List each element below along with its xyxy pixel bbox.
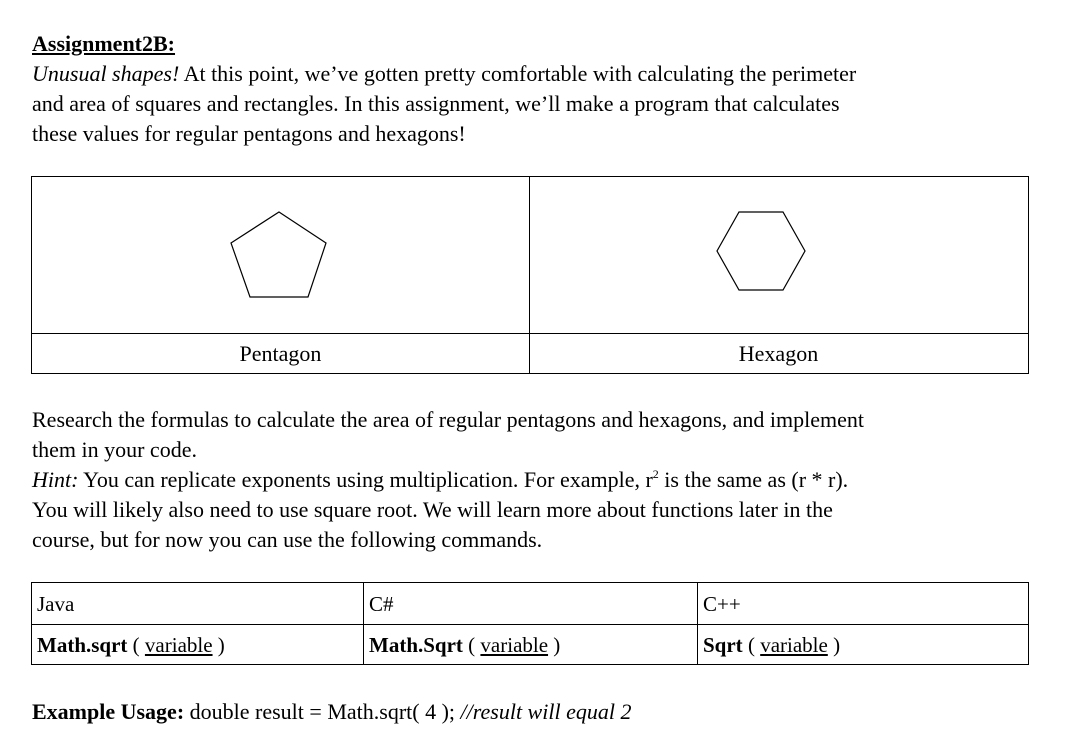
research-line-5: course, but for now you can use the following commands. <box>32 527 543 552</box>
command-java-arg: variable <box>144 633 213 657</box>
example-code: double result = Math.sqrt( 4 ); <box>184 699 461 724</box>
command-csharp-open: ( <box>462 633 481 657</box>
command-csharp-close: ) <box>548 633 561 657</box>
commands-table-row-divider <box>32 624 1028 625</box>
intro-line-1-text: At this point, we’ve gotten pretty comfortable with calculating the perimeter <box>179 61 857 86</box>
command-java-close: ) <box>212 633 225 657</box>
command-java <box>37 632 225 658</box>
command-cpp-open: ( <box>742 633 761 657</box>
intro-line-3: these values for regular pentagons and hexagons! <box>32 121 466 146</box>
research-line-1: Research the formulas to calculate the area of regular pentagons and hexagons, and implement <box>32 407 865 432</box>
example-label: Example Usage: <box>32 699 185 724</box>
hint-exponent: 2 <box>652 467 659 481</box>
language-csharp: C# <box>369 592 394 616</box>
command-csharp-arg: variable <box>480 633 549 657</box>
command-csharp-function: Math.Sqrt <box>369 633 463 657</box>
shapes-table <box>31 176 1029 374</box>
command-java-function: Math.sqrt <box>37 633 128 657</box>
assignment-heading: Assignment2B: <box>32 31 176 56</box>
pentagon-caption: Pentagon <box>239 341 322 366</box>
intro-line-2: and area of squares and rectangles. In this assignment, we’ll make a program that calculates <box>32 91 840 116</box>
research-line-4: You will likely also need to use square root. We will learn more about functions later in the <box>32 497 833 522</box>
example-comment: //result will equal 2 <box>460 699 632 724</box>
hint-label: Hint: <box>32 467 79 492</box>
language-cpp: C++ <box>703 592 741 616</box>
command-cpp-function: Sqrt <box>703 633 743 657</box>
research-line-2: them in your code. <box>32 437 197 462</box>
commands-table <box>31 582 1029 665</box>
pentagon-icon <box>230 211 330 299</box>
hint-line <box>32 465 848 495</box>
hint-text-b: is the same as (r * r). <box>658 467 849 492</box>
command-csharp <box>369 632 560 658</box>
intro-lead: Unusual shapes! <box>32 61 180 86</box>
hexagon-caption: Hexagon <box>738 341 819 366</box>
shapes-table-caption-divider <box>32 333 1028 334</box>
command-cpp <box>703 632 840 658</box>
hexagon-icon <box>715 211 807 291</box>
example-usage <box>32 697 631 727</box>
command-cpp-close: ) <box>827 633 841 657</box>
command-cpp-arg: variable <box>760 633 828 657</box>
intro-line-1 <box>32 59 856 89</box>
hint-text-a: You can replicate exponents using multiplication. For example, r <box>78 467 653 492</box>
language-java: Java <box>37 592 75 616</box>
command-java-open: ( <box>127 633 145 657</box>
